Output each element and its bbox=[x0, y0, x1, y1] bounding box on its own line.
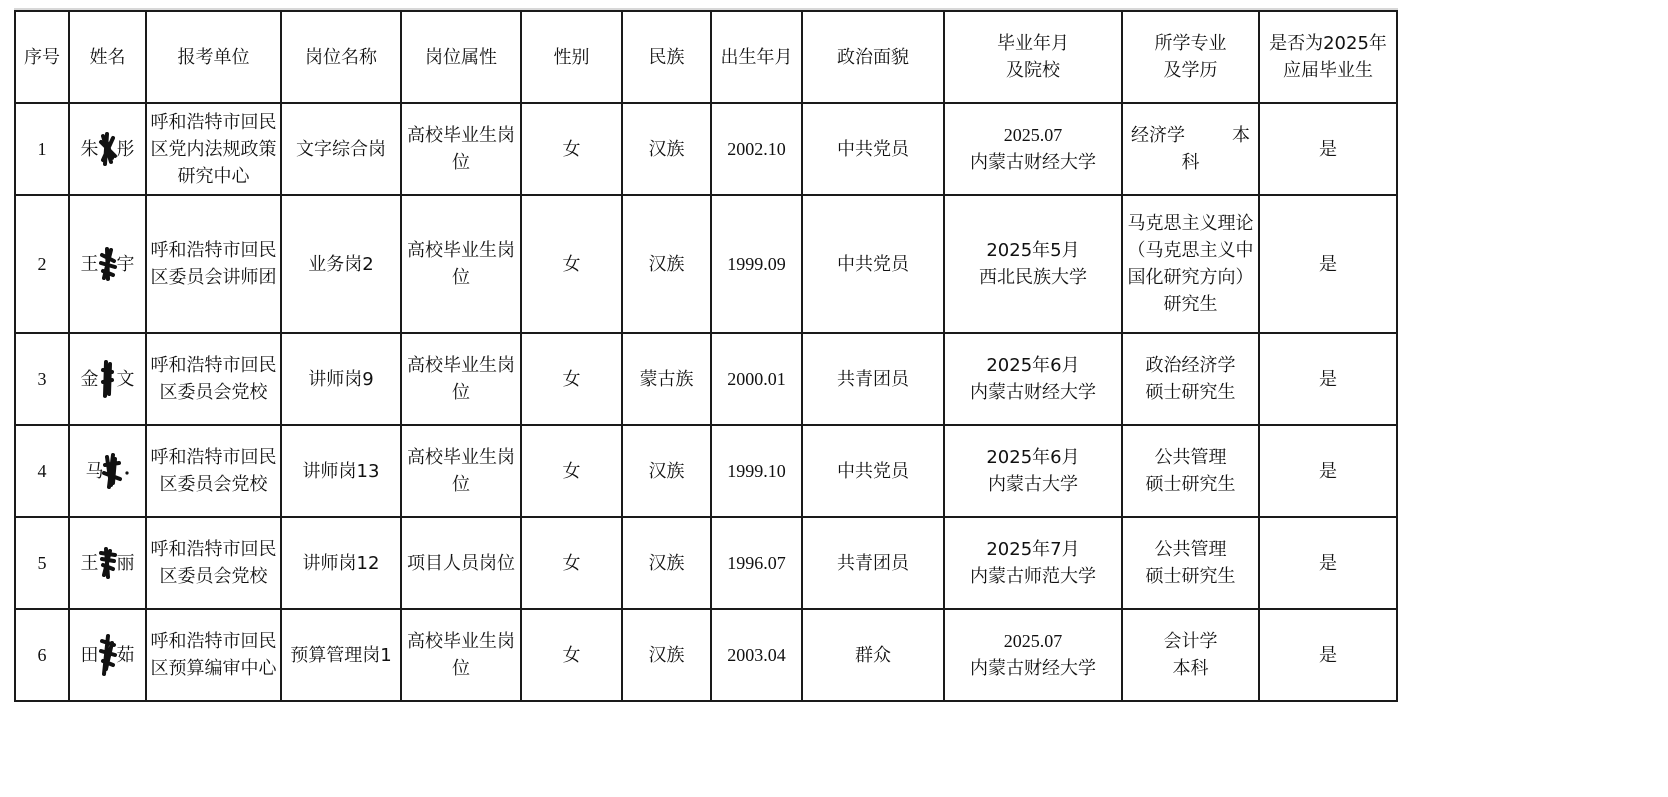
header-post: 岗位名称 bbox=[281, 11, 401, 103]
header-major-line2: 及学历 bbox=[1163, 60, 1218, 81]
grad-school: 内蒙古财经大学 bbox=[970, 658, 1096, 679]
cell-birth: 1996.07 bbox=[711, 517, 802, 609]
name-first: 王 bbox=[80, 253, 99, 275]
cell-politics: 共青团员 bbox=[802, 517, 944, 609]
table-row bbox=[15, 195, 1397, 333]
cell-post: 业务岗2 bbox=[281, 195, 401, 333]
cell-ethnicity: 汉族 bbox=[622, 609, 711, 701]
name-first: 朱 bbox=[80, 138, 99, 160]
cell-post: 讲师岗13 bbox=[281, 425, 401, 517]
name-text bbox=[81, 136, 135, 163]
cell-fresh-graduate: 是 bbox=[1259, 103, 1397, 195]
grad-school: 西北民族大学 bbox=[979, 267, 1087, 288]
cell-post: 讲师岗9 bbox=[281, 333, 401, 425]
cell-fresh-graduate: 是 bbox=[1259, 333, 1397, 425]
header-graduation-line2: 及院校 bbox=[1006, 60, 1060, 81]
cell-politics: 共青团员 bbox=[802, 333, 944, 425]
cell-fresh-graduate: 是 bbox=[1259, 517, 1397, 609]
grad-date: 2025年7月 bbox=[986, 539, 1080, 560]
grad-date: 2025年5月 bbox=[986, 240, 1080, 261]
cell-name bbox=[69, 609, 146, 701]
header-graduation-line1: 毕业年月 bbox=[997, 33, 1069, 54]
header-graduation bbox=[944, 11, 1122, 103]
table-row bbox=[15, 103, 1397, 195]
header-name: 姓名 bbox=[69, 11, 146, 103]
table-row bbox=[15, 333, 1397, 425]
name-text bbox=[81, 550, 135, 577]
header-major bbox=[1122, 11, 1259, 103]
degree-part-a: 本 bbox=[1232, 125, 1250, 146]
cell-post-type: 高校毕业生岗位 bbox=[401, 195, 521, 333]
cell-unit: 呼和浩特市回民区预算编审中心 bbox=[146, 609, 281, 701]
cell-seq: 1 bbox=[15, 103, 69, 195]
redaction-scribble-icon bbox=[97, 132, 119, 166]
major-name: 会计学 bbox=[1163, 631, 1218, 652]
major-name: 公共管理 bbox=[1154, 539, 1227, 560]
cell-unit: 呼和浩特市回民区委员会党校 bbox=[146, 517, 281, 609]
cell-gender: 女 bbox=[521, 425, 622, 517]
cell-unit: 呼和浩特市回民区委员会党校 bbox=[146, 425, 281, 517]
cell-name bbox=[69, 103, 146, 195]
cell-seq: 5 bbox=[15, 517, 69, 609]
grad-school: 内蒙古师范大学 bbox=[970, 566, 1096, 587]
name-last: 宇 bbox=[116, 253, 135, 275]
cell-major bbox=[1122, 333, 1259, 425]
major-name: 经济学 bbox=[1131, 125, 1185, 146]
grad-date: 2025.07 bbox=[1003, 125, 1063, 145]
cell-unit: 呼和浩特市回民区党内法规政策研究中心 bbox=[146, 103, 281, 195]
cell-fresh-graduate: 是 bbox=[1259, 609, 1397, 701]
table-row bbox=[15, 517, 1397, 609]
header-seq: 序号 bbox=[15, 11, 69, 103]
cell-seq: 6 bbox=[15, 609, 69, 701]
cell-seq: 2 bbox=[15, 195, 69, 333]
header-major-line1: 所学专业 bbox=[1154, 33, 1227, 54]
grad-date: 2025年6月 bbox=[986, 355, 1080, 376]
degree: 研究生 bbox=[1163, 294, 1218, 315]
cell-ethnicity: 汉族 bbox=[622, 103, 711, 195]
cell-graduation bbox=[944, 333, 1122, 425]
name-text bbox=[81, 642, 135, 669]
redaction-scribble-icon bbox=[97, 247, 119, 281]
cell-gender: 女 bbox=[521, 333, 622, 425]
degree: 硕士研究生 bbox=[1145, 566, 1236, 587]
table-row bbox=[15, 425, 1397, 517]
cell-politics: 群众 bbox=[802, 609, 944, 701]
header-fresh-line1: 是否为2025年 bbox=[1269, 33, 1387, 54]
name-last: 彤 bbox=[116, 138, 135, 160]
cell-ethnicity: 汉族 bbox=[622, 517, 711, 609]
grad-date: 2025年6月 bbox=[986, 447, 1080, 468]
cell-birth: 2003.04 bbox=[711, 609, 802, 701]
name-last: 文 bbox=[116, 368, 135, 390]
header-unit: 报考单位 bbox=[146, 11, 281, 103]
cell-graduation bbox=[944, 425, 1122, 517]
cell-major bbox=[1122, 425, 1259, 517]
cell-unit: 呼和浩特市回民区委员会讲师团 bbox=[146, 195, 281, 333]
cell-post-type: 高校毕业生岗位 bbox=[401, 333, 521, 425]
major-name: 马克思主义理论（马克思主义中国化研究方向） bbox=[1127, 213, 1254, 288]
cell-birth: 2002.10 bbox=[711, 103, 802, 195]
cell-major bbox=[1122, 103, 1259, 195]
cell-politics: 中共党员 bbox=[802, 425, 944, 517]
major-name: 公共管理 bbox=[1154, 447, 1227, 468]
name-text bbox=[86, 458, 130, 485]
grad-school: 内蒙古财经大学 bbox=[970, 382, 1096, 403]
header-politics: 政治面貌 bbox=[802, 11, 944, 103]
name-first: 马 bbox=[85, 460, 104, 482]
cell-post-type: 项目人员岗位 bbox=[401, 517, 521, 609]
name-last: 丽 bbox=[116, 552, 135, 574]
cell-major bbox=[1122, 195, 1259, 333]
cell-unit: 呼和浩特市回民区委员会党校 bbox=[146, 333, 281, 425]
cell-birth: 1999.10 bbox=[711, 425, 802, 517]
name-last: 茹 bbox=[116, 644, 135, 666]
header-fresh-line2: 应届毕业生 bbox=[1283, 60, 1373, 81]
cell-major bbox=[1122, 517, 1259, 609]
cell-gender: 女 bbox=[521, 609, 622, 701]
cell-gender: 女 bbox=[521, 195, 622, 333]
cell-name bbox=[69, 517, 146, 609]
cell-birth: 1999.09 bbox=[711, 195, 802, 333]
cell-gender: 女 bbox=[521, 103, 622, 195]
cell-birth: 2000.01 bbox=[711, 333, 802, 425]
header-ethnicity: 民族 bbox=[622, 11, 711, 103]
cell-post-type: 高校毕业生岗位 bbox=[401, 425, 521, 517]
cell-post: 讲师岗12 bbox=[281, 517, 401, 609]
cell-ethnicity: 汉族 bbox=[622, 425, 711, 517]
cell-post: 预算管理岗1 bbox=[281, 609, 401, 701]
major-name: 政治经济学 bbox=[1145, 355, 1236, 376]
name-text bbox=[81, 366, 135, 393]
cell-graduation bbox=[944, 103, 1122, 195]
cell-graduation bbox=[944, 517, 1122, 609]
grad-school: 内蒙古大学 bbox=[988, 474, 1078, 495]
cell-fresh-graduate: 是 bbox=[1259, 195, 1397, 333]
redaction-scribble-icon bbox=[97, 360, 119, 398]
name-first: 王 bbox=[80, 552, 99, 574]
degree: 硕士研究生 bbox=[1145, 474, 1236, 495]
degree-part-b: 科 bbox=[1181, 152, 1200, 173]
cell-graduation bbox=[944, 195, 1122, 333]
cell-post-type: 高校毕业生岗位 bbox=[401, 103, 521, 195]
cell-major bbox=[1122, 609, 1259, 701]
degree: 本科 bbox=[1172, 658, 1209, 679]
candidate-table bbox=[14, 10, 1398, 702]
cell-name bbox=[69, 195, 146, 333]
cell-gender: 女 bbox=[521, 517, 622, 609]
name-first: 金 bbox=[80, 368, 99, 390]
major-line bbox=[1125, 122, 1256, 149]
name-text bbox=[81, 251, 135, 278]
cell-seq: 4 bbox=[15, 425, 69, 517]
cell-politics: 中共党员 bbox=[802, 103, 944, 195]
grad-school: 内蒙古财经大学 bbox=[970, 152, 1096, 173]
header-row bbox=[15, 11, 1397, 103]
cell-politics: 中共党员 bbox=[802, 195, 944, 333]
grad-date: 2025.07 bbox=[1003, 631, 1063, 651]
degree: 硕士研究生 bbox=[1145, 382, 1236, 403]
header-post-type: 岗位属性 bbox=[401, 11, 521, 103]
header-birth: 出生年月 bbox=[711, 11, 802, 103]
cell-fresh-graduate: 是 bbox=[1259, 425, 1397, 517]
cell-name bbox=[69, 333, 146, 425]
cell-ethnicity: 汉族 bbox=[622, 195, 711, 333]
header-fresh-graduate bbox=[1259, 11, 1397, 103]
cell-ethnicity: 蒙古族 bbox=[622, 333, 711, 425]
cell-post: 文字综合岗 bbox=[281, 103, 401, 195]
header-gender: 性别 bbox=[521, 11, 622, 103]
cell-graduation bbox=[944, 609, 1122, 701]
name-first: 田 bbox=[80, 644, 99, 666]
cell-seq: 3 bbox=[15, 333, 69, 425]
cell-post-type: 高校毕业生岗位 bbox=[401, 609, 521, 701]
table-row bbox=[15, 609, 1397, 701]
cell-name bbox=[69, 425, 146, 517]
